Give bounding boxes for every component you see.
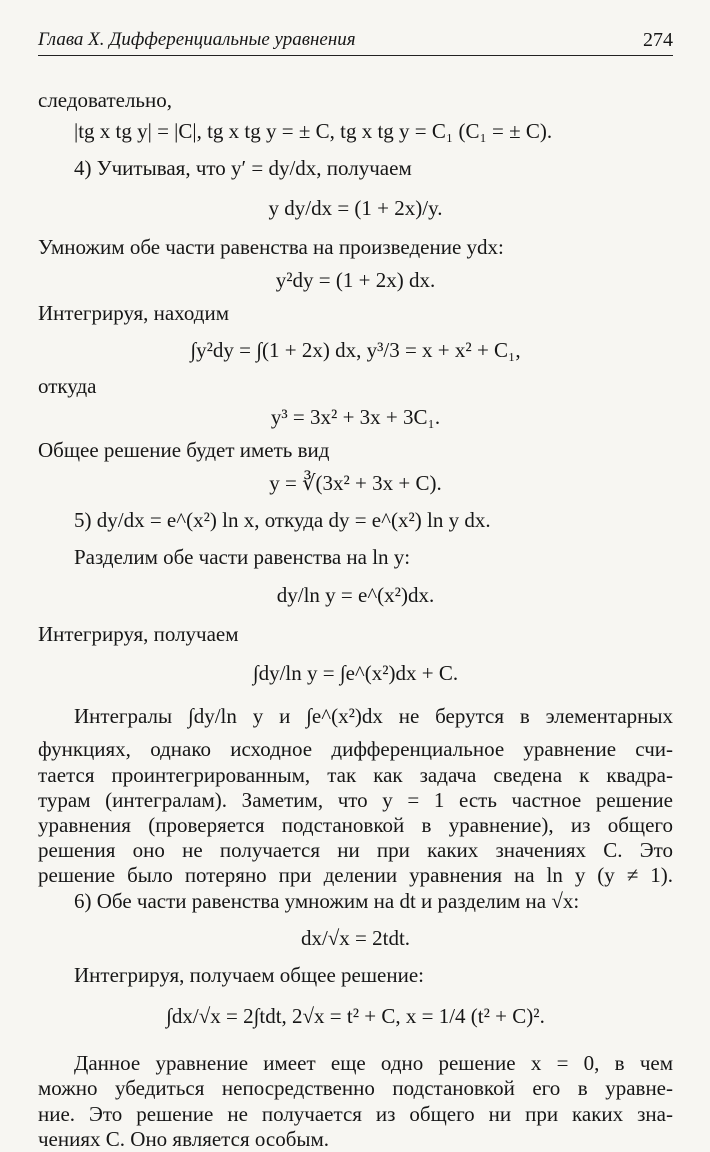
text-line: Интегрируя, находим	[38, 301, 229, 326]
text-line: чениях C. Оно является особым.	[38, 1126, 330, 1151]
text-line: Разделим обе части равенства на ln y:	[74, 545, 411, 570]
text-line: Интегралы ∫dy/ln y и ∫e^(x²)dx не берутся в элементарных	[74, 704, 673, 729]
equation-line: y²dy = (1 + 2x) dx.	[275, 267, 436, 292]
running-header	[38, 30, 673, 56]
text-line: уравнения (проверяется подстановкой в уравнение), из общего	[38, 812, 673, 837]
text-line: ние. Это решение не получается из общего ни при каких зна-	[38, 1101, 673, 1126]
page	[38, 30, 673, 1152]
text-line: следовательно,	[38, 88, 172, 112]
equation-line: y = ∛(3x² + 3x + C).	[269, 471, 442, 496]
page-number: 274	[643, 29, 673, 51]
text-line: Данное уравнение имеет еще одно решение x = 0, в чем	[74, 1051, 673, 1076]
text-line: функциях, однако исходное дифференциальное уравнение счи-	[38, 737, 673, 762]
equation-line: y dy/dx = (1 + 2x)/y.	[268, 195, 443, 220]
text-line: Общее решение будет иметь вид	[38, 437, 330, 462]
equation-line: |tg x tg y| = |C|, tg x tg y = ± C, tg x tg y = C₁ (C₁ = ± C).	[74, 119, 553, 144]
equation-line: 5) dy/dx = e^(x²) ln x, откуда dy = e^(x²) ln y dx.	[74, 508, 491, 533]
equation-line: ∫dy/ln y = ∫e^(x²)dx + C.	[252, 661, 459, 685]
text-line: откуда	[38, 373, 97, 398]
text-line: турам (интегралам). Заметим, что y = 1 есть частное решение	[38, 787, 673, 812]
text-line: решения оно не получается ни при каких значениях C. Это	[38, 838, 673, 863]
equation-line: dy/ln y = e^(x²)dx.	[276, 582, 435, 607]
text-line: Интегрируя, получаем	[38, 621, 239, 646]
text-line: Интегрируя, получаем общее решение:	[74, 962, 424, 987]
text-line: Умножим обе части равенства на произведение ydx:	[38, 234, 504, 259]
text-line: тается проинтегрированным, так как задача сведена к квадра-	[38, 762, 673, 787]
equation-line: y³ = 3x² + 3x + 3C₁.	[270, 404, 441, 429]
text-line: решение было потеряно при делении уравнения на ln y (y ≠ 1).	[38, 863, 673, 888]
equation-line: dx/√x = 2tdt.	[300, 925, 411, 950]
equation-line: ∫dx/√x = 2∫tdt, 2√x = t² + C, x = 1/4 (t² + C)².	[166, 1004, 545, 1029]
text-line: можно убедиться непосредственно подстановкой его в уравне-	[38, 1076, 673, 1101]
text-line: 6) Обе части равенства умножим на dt и разделим на √x:	[74, 888, 580, 913]
equation-line: ∫y²dy = ∫(1 + 2x) dx, y³/3 = x + x² + C₁,	[190, 338, 521, 363]
text-line: 4) Учитывая, что y′ = dy/dx, получаем	[74, 156, 412, 181]
chapter-title: Глава X. Дифференциальные уравнения	[38, 29, 356, 51]
